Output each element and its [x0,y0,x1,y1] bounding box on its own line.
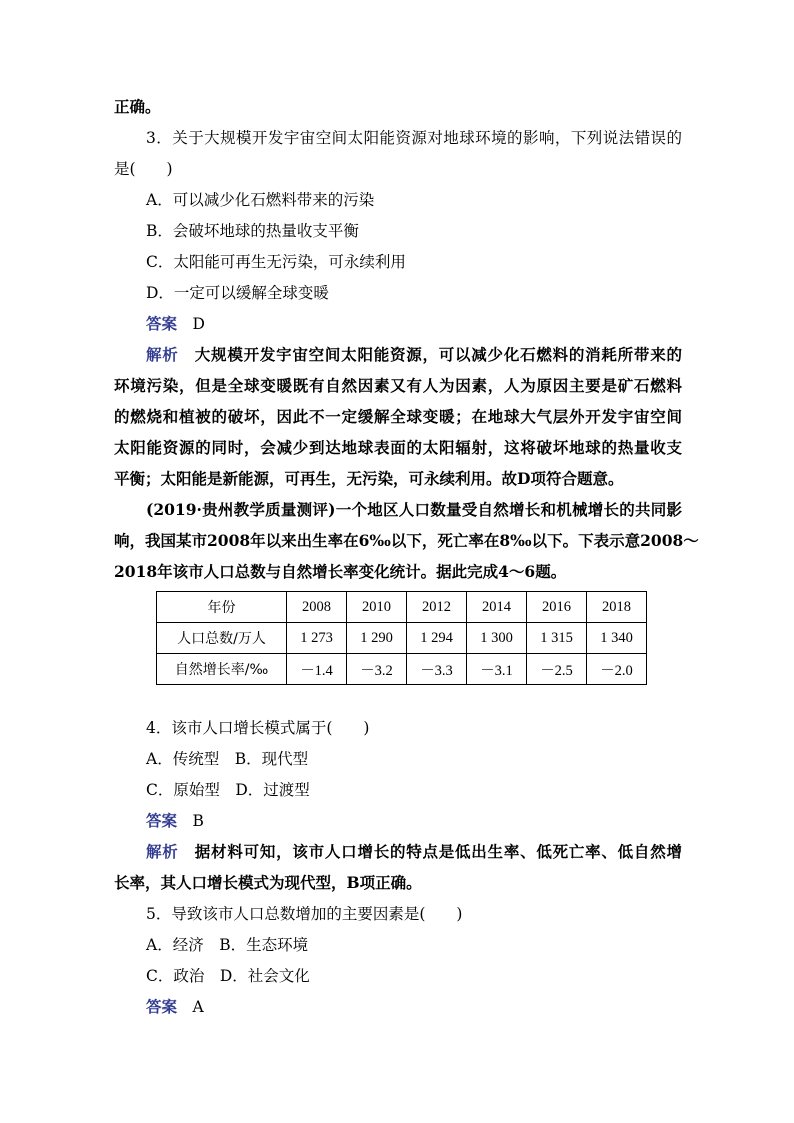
answer-label: 答案 [146,314,178,333]
explanation-line: 长率，其人口增长模式为现代型，B项正确。 [114,873,422,892]
question-3-stem-cont: 是( ) [114,160,173,178]
row-label: 自然增长率/‰ [157,654,287,685]
text-line: 正确。 [114,97,161,116]
option-a: A．可以减少化石燃料带来的污染 [146,191,375,209]
table-row [157,654,647,685]
material-intro: (2019·贵州教学质量测评)一个地区人口数量受自然增长和机械增长的共同影 [146,500,682,519]
year-cell: 2012 [407,592,467,623]
question-5-options-ab: A．经济 B．生态环境 [146,936,309,954]
year-cell: 2010 [347,592,407,623]
explanation-line: 太阳能资源的同时，会减少到达地球表面的太阳辐射，这将破坏地球的热量收支 [114,438,682,457]
answer-3 [146,314,682,334]
table-cell: 1 294 [407,623,467,654]
answer-value: D [192,315,205,333]
question-4-options-cd: C．原始型 D．过渡型 [146,781,310,799]
table-cell: 1 340 [587,623,647,654]
answer-5 [146,997,682,1017]
table-cell: －3.1 [467,654,527,685]
explanation-text: 据材料可知，该市人口增长的特点是低出生率、低死亡率、低自然增 [194,842,682,861]
table-cell: －3.3 [407,654,467,685]
question-5-options-cd: C．政治 D．社会文化 [146,967,310,985]
table-cell: 1 315 [527,623,587,654]
question-4-stem: 4．该市人口增长模式属于( ) [146,719,370,737]
year-cell: 2008 [287,592,347,623]
table-row [157,623,647,654]
explanation-text: 大规模开发宇宙空间太阳能资源，可以减少化石燃料的消耗所带来的 [194,345,682,364]
answer-value: A [192,998,204,1016]
table-cell: －1.4 [287,654,347,685]
answer-4 [146,811,682,831]
answer-value: B [192,812,204,830]
table-cell: －2.0 [587,654,647,685]
option-b: B．会破坏地球的热量收支平衡 [146,222,359,240]
row-label: 人口总数/万人 [157,623,287,654]
explanation-line: 环境污染，但是全球变暖既有自然因素又有人为因素，人为原因主要是矿石燃料 [114,376,682,395]
answer-label: 答案 [146,811,178,830]
question-4-options-ab: A．传统型 B．现代型 [146,750,309,768]
year-cell: 2016 [527,592,587,623]
question-5-stem: 5．导致该市人口总数增加的主要因素是( ) [146,905,463,923]
material-intro-line: 响，我国某市2008年以来出生率在6‰以下，死亡率在8‰以下。下表示意2008～ [114,531,699,550]
table-cell: 1 290 [347,623,407,654]
table-header-row [157,592,647,623]
population-table [156,591,647,685]
material-intro-line: 2018年该市人口总数与自然增长率变化统计。据此完成4～6题。 [114,562,567,581]
explanation-3 [146,345,682,365]
explanation-line: 的燃烧和植被的破坏，因此不一定缓解全球变暖；在地球大气层外开发宇宙空间 [114,407,682,426]
year-cell: 2014 [467,592,527,623]
table-cell: 1 273 [287,623,347,654]
year-cell: 2018 [587,592,647,623]
table-cell: 1 300 [467,623,527,654]
table-cell: －3.2 [347,654,407,685]
question-3-stem: 3．关于大规模开发宇宙空间太阳能资源对地球环境的影响，下列说法错误的 [146,129,682,147]
table-cell: －2.5 [527,654,587,685]
explanation-label: 解析 [146,842,179,861]
explanation-label: 解析 [146,345,179,364]
table-header-cell: 年份 [157,592,287,623]
option-d: D．一定可以缓解全球变暖 [146,284,329,302]
explanation-4 [146,842,682,862]
answer-label: 答案 [146,997,178,1016]
explanation-line: 平衡；太阳能是新能源，可再生，无污染，可永续利用。故D项符合题意。 [114,469,624,488]
option-c: C．太阳能可再生无污染，可永续利用 [146,253,406,271]
